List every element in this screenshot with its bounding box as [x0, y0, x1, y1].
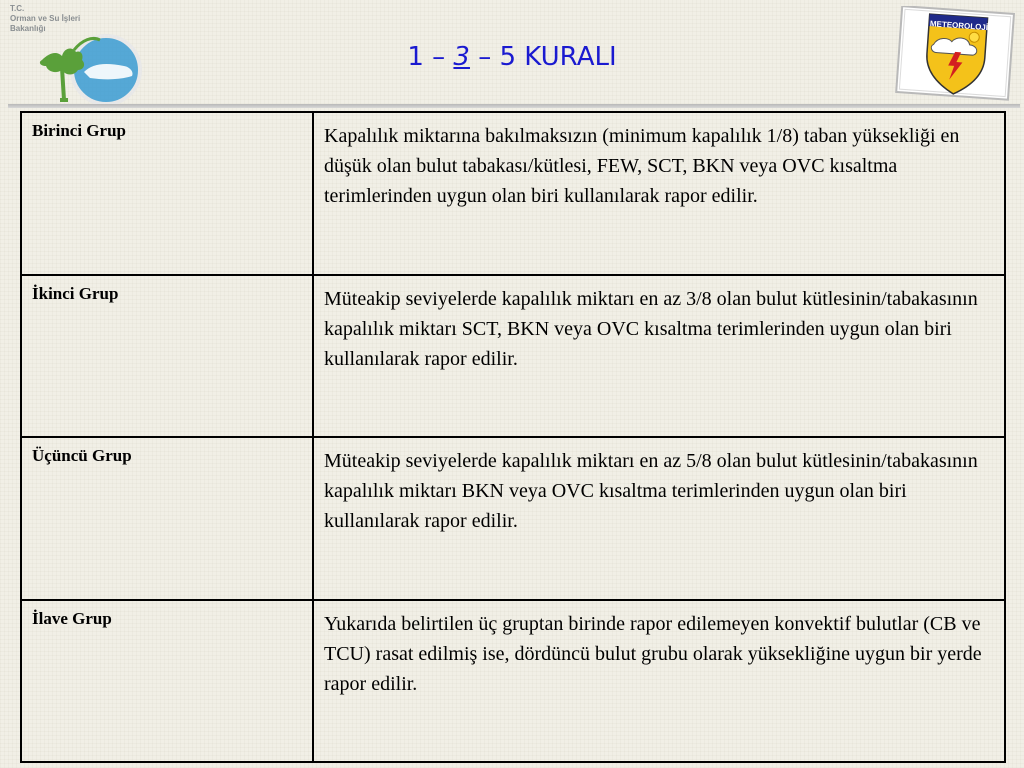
- slide-title: [0, 42, 1024, 72]
- meteoroloji-logo-label: METEOROLOJİ: [929, 19, 989, 33]
- group-name-cell: İkinci Grup: [21, 275, 313, 438]
- group-description-cell: Kapalılık miktarına bakılmaksızın (minimum kapalılık 1/8) taban yüksekliği en düşük olan bulut tabakası/kütlesi, FEW, SCT, BKN veya OVC kısaltma terimlerinden uygun olan biri kullanılarak rapor edilir.: [313, 112, 1005, 275]
- cloud-groups-table: [20, 111, 1006, 763]
- group-description-cell: Müteakip seviyelerde kapalılık miktarı en az 5/8 olan bulut kütlesinin/tabakasının kapalılık miktarı BKN veya OVC kısaltma terimlerinden uygun olan biri kullanılarak rapor edilir.: [313, 437, 1005, 600]
- ministry-name-line: T.C.: [10, 4, 25, 13]
- group-name-cell: Birinci Grup: [21, 112, 313, 275]
- meteoroloji-logo: [893, 6, 1019, 102]
- meteoroloji-shield-icon: [893, 6, 1019, 102]
- table-row: [21, 437, 1005, 600]
- group-name-cell: İlave Grup: [21, 600, 313, 763]
- table-row: [21, 275, 1005, 438]
- group-description-cell: Yukarıda belirtilen üç gruptan birinde rapor edilemeyen konvektif bulutlar (CB ve TCU) rasat edilmiş ise, dördüncü bulut grubu olarak yüksekliğine uygun bir yerde rapor edilir.: [313, 600, 1005, 763]
- title-part-1: 1 –: [407, 42, 454, 72]
- title-part-3: – 5 KURALI: [469, 42, 617, 72]
- group-description-cell: Müteakip seviyelerde kapalılık miktarı en az 3/8 olan bulut kütlesinin/tabakasının kapalılık miktarı SCT, BKN veya OVC kısaltma terimlerinden uygun olan biri kullanılarak rapor edilir.: [313, 275, 1005, 438]
- ministry-name-line: Orman ve Su İşleri: [10, 14, 81, 23]
- table-row: [21, 600, 1005, 763]
- header-divider: [8, 104, 1020, 108]
- title-part-2: 3: [453, 42, 470, 72]
- table-row: [21, 112, 1005, 275]
- group-name-cell: Üçüncü Grup: [21, 437, 313, 600]
- ministry-name-line: Bakanlığı: [10, 24, 46, 33]
